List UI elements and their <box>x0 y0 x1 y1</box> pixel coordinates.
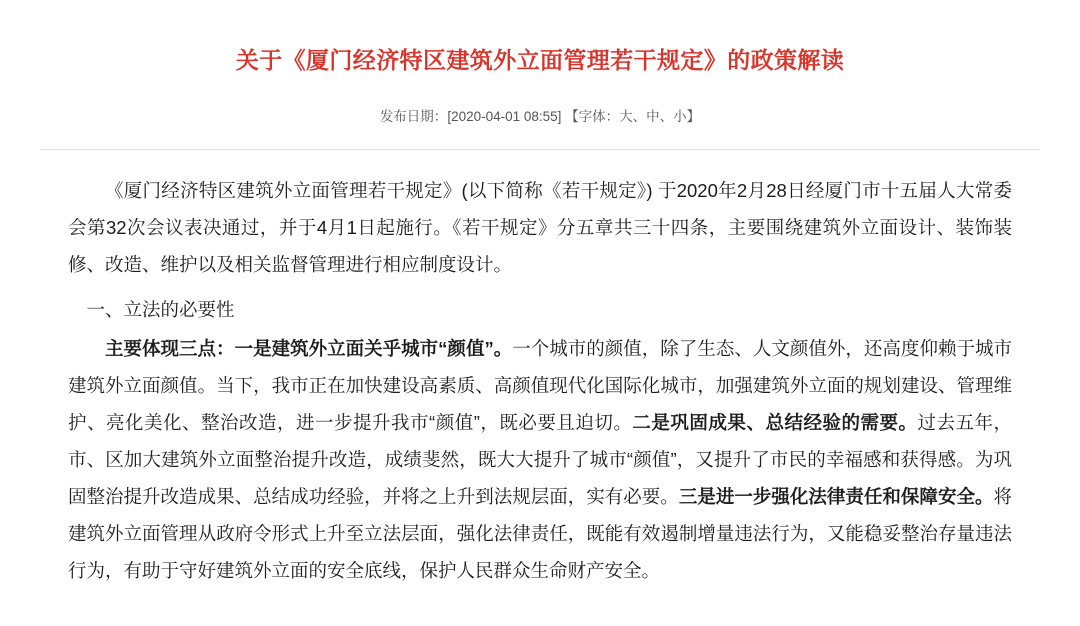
text-point-2: 过去五年，市、区加大建筑外立面整治提升改造，成绩斐然，既大大提升了城市“颜值”，又提升了市民的幸福感和获得感。为巩固整治提升改造成果、总结成功经验，并将之上升到法规层面，实有必要。 <box>68 412 1012 508</box>
page-title: 关于《厦门经济特区建筑外立面管理若干规定》的政策解读 <box>235 47 845 74</box>
publish-date-value: [2020-04-01 08:55] <box>447 109 562 125</box>
paragraph-intro: 《厦门经济特区建筑外立面管理若干规定》(以下简称《若干规定》) 于2020年2月28日经厦门市十五届人大常委会第32次会议表决通过，并于4月1日起施行。《若干规定》分五章共三十四条，主要围绕建筑外立面设计、装饰装修、改造、维护以及相关监督管理进行相应制度设计。 <box>68 180 1012 276</box>
font-size-separator-2: 、 <box>659 109 674 125</box>
font-size-end-bracket: 】 <box>686 109 701 125</box>
text-point-1: 一个城市的颜值，除了生态、人文颜值外，还高度仰赖于城市建筑外立面颜值。当下，我市正在加快建设高素质、高颜值现代化国际化城市，加强建筑外立面的规划建设、管理维护、亮化美化、整治改造，进一步提升我市“颜值”，既必要且迫切。 <box>68 338 1012 434</box>
font-size-small-button[interactable]: 小 <box>673 109 687 125</box>
font-size-label: 【字体： <box>565 109 620 125</box>
header-divider <box>40 149 1040 150</box>
font-size-medium-button[interactable]: 中 <box>646 109 660 125</box>
article-body <box>40 172 1040 589</box>
article-page <box>0 15 1080 626</box>
font-size-separator-1: 、 <box>632 109 647 125</box>
publish-date-label: 发布日期： <box>379 109 448 125</box>
emphasis-point-3: 三是进一步强化法律责任和保障安全。 <box>678 486 994 508</box>
emphasis-point-2: 二是巩固成果、总结经验的需要。 <box>632 412 918 434</box>
section-heading-1: 一、立法的必要性 <box>86 299 235 321</box>
article-meta <box>40 107 1040 127</box>
font-size-large-button[interactable]: 大 <box>619 109 633 125</box>
text-point-3: 将建筑外立面管理从政府令形式上升至立法层面，强化法律责任，既能有效遏制增量违法行为，又能稳妥整治存量违法行为，有助于守好建筑外立面的安全底线，保护人民群众生命财产安全。 <box>68 486 1012 582</box>
emphasis-point-1: 主要体现三点：一是建筑外立面关乎城市“颜值”。 <box>105 338 513 360</box>
paragraph-necessity <box>68 330 1012 589</box>
